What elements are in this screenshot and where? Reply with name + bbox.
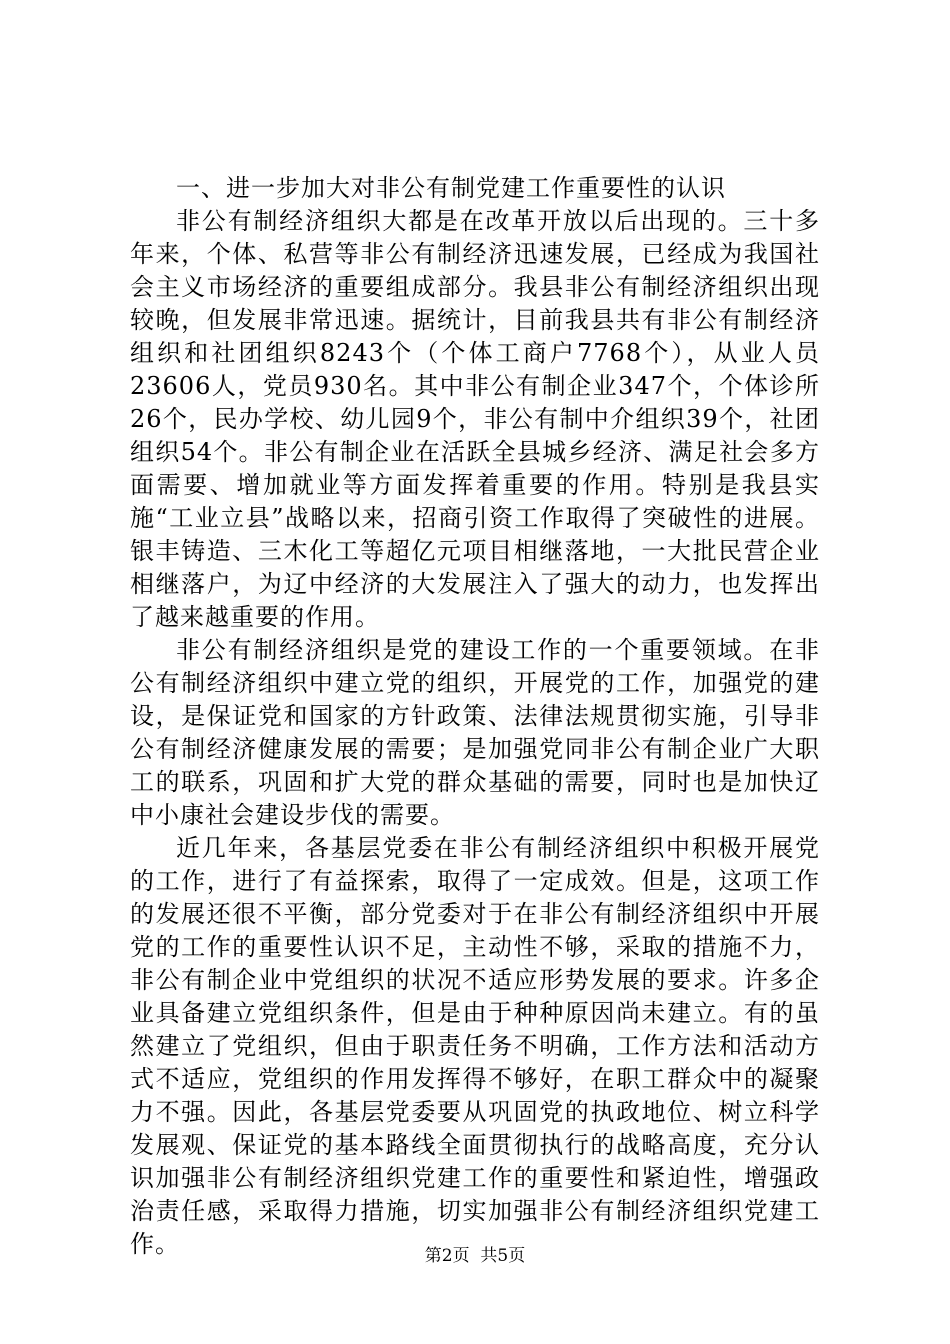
paragraph-2: 非公有制经济组织是党的建设工作的一个重要领域。在非公有制经济组织中建立党的组织，开展党的工作，加强党的建设，是保证党和国家的方针政策、法律法规贯彻实施，引导非公有制经济健康发展的需要；是加强党同非公有制企业广大职工的联系，巩固和扩大党的群众基础的需要，同时也是加快辽中小康社会建设步伐的需要。 [130,636,820,829]
paragraph-3: 近几年来，各基层党委在非公有制经济组织中积极开展党的工作，进行了有益探索，取得了一定成效。但是，这项工作的发展还很不平衡，部分党委对于在非公有制经济组织中开展党的工作的重要性认识不足，主动性不够，采取的措施不力，非公有制企业中党组织的状况不适应形势发展的要求。许多企业具备建立党组织条件，但是由于种种原因尚未建立。有的虽然建立了党组织，但由于职责任务不明确，工作方法和活动方式不适应，党组织的作用发挥得不够好，在职工群众中的凝聚力不强。因此，各基层党委要从巩固党的执政地位、树立科学发展观、保证党的基本路线全面贯彻执行的战略高度，充分认识加强非公有制经济组织党建工作的重要性和紧迫性，增强政治责任感，采取得力措施，切实加强非公有制经济组织党建工作。 [130,834,820,1258]
document-body [130,172,820,1261]
page-footer [0,1244,950,1268]
section-heading: 一、进一步加大对非公有制党建工作重要性的认识 [176,174,726,202]
page-number: 第2页 [424,1246,470,1266]
paragraph-1: 非公有制经济组织大都是在改革开放以后出现的。三十多年来，个体、私营等非公有制经济迅速发展，已经成为我国社会主义市场经济的重要组成部分。我县非公有制经济组织出现较晚，但发展非常迅速。据统计，目前我县共有非公有制经济组织和社团组织8243个（个体工商户7768个），从业人员23606人，党员930名。其中非公有制企业347个，个体诊所26个，民办学校、幼儿园9个，非公有制中介组织39个，社团组织54个。非公有制企业在活跃全县城乡经济、满足社会多方面需要、增加就业等方面发挥着重要的作用。特别是我县实施“工业立县”战略以来，招商引资工作取得了突破性的进展。银丰铸造、三木化工等超亿元项目相继落地，一大批民营企业相继落户，为辽中经济的大发展注入了强大的动力，也发挥出了越来越重要的作用。 [130,207,820,631]
page-total: 共5页 [480,1246,526,1266]
